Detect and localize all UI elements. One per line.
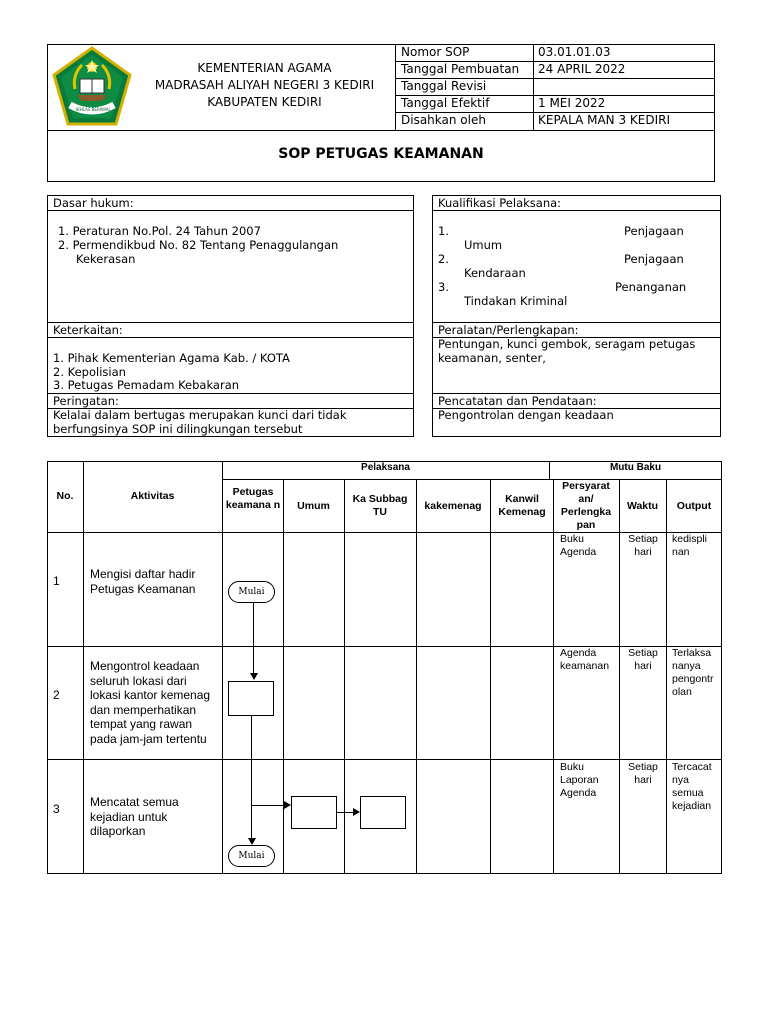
kualifikasi-cont1: Umum (464, 238, 503, 252)
kualifikasi-word3: Penanganan (615, 280, 687, 294)
kualifikasi-num3: 3. (438, 280, 449, 294)
keterkaitan-item1: 1. Pihak Kementerian Agama Kab. / KOTA (53, 351, 290, 365)
meta-label-efektif: Tanggal Efektif (401, 96, 490, 110)
flow-process-box-3 (360, 796, 406, 829)
arrow-right-2 (353, 808, 360, 816)
flow-connector-3 (252, 805, 284, 806)
col-kasubbag-header: Ka Subbag TU (352, 493, 408, 518)
row3-persyaratan: Buku Laporan Agenda (560, 761, 599, 799)
col-persyaratan-header: Persyarat an/ Perlengka pan (560, 480, 612, 531)
row3-no: 3 (53, 802, 60, 816)
kualifikasi-num2: 2. (438, 252, 449, 266)
meta-value-disahkan: KEPALA MAN 3 KEDIRI (538, 113, 671, 127)
arrow-down-2 (248, 838, 256, 845)
row2-persyaratan: Agenda keamanan (560, 647, 610, 672)
row2-no: 2 (53, 688, 60, 702)
col-no-header: No. (56, 490, 74, 502)
pencatatan-line1: Pengontrolan dengan keadaan (438, 408, 614, 422)
flow-end-label: Mulai (238, 851, 265, 861)
row1-aktivitas: Mengisi daftar hadir Petugas Keamanan (90, 567, 196, 596)
kemenag-logo-icon (50, 45, 134, 127)
keterkaitan-heading: Keterkaitan: (53, 323, 123, 337)
row2-aktivitas: Mengontrol keadaan seluruh lokasi dari lokasi kantor kemenag dan memperhatikan tempat yang rawan pada jam-jam tertentu (90, 659, 211, 746)
kualifikasi-heading: Kualifikasi Pelaksana: (438, 196, 562, 210)
keterkaitan-item2: 2. Kepolisian (53, 365, 126, 379)
dasar-hukum-item2-cont: Kekerasan (76, 252, 136, 266)
col-waktu-header: Waktu (626, 500, 659, 512)
row3-output: Tercacat nya semua kejadian (672, 761, 712, 812)
flow-connector-2 (251, 716, 252, 843)
peralatan-line1: Pentungan, kunci gembok, seragam petugas (438, 337, 696, 351)
row1-output: kedispli nan (672, 533, 708, 558)
row1-waktu: Setiap hari (628, 533, 658, 558)
row2-output: Terlaksa nanya pengontr olan (672, 647, 714, 698)
col-output-header: Output (676, 500, 712, 512)
dasar-hukum-item2: 2. Permendikbud No. 82 Tentang Penaggulangan (58, 238, 339, 252)
peringatan-line2: berfungsinya SOP ini dilingkungan tersebut (53, 422, 303, 436)
kualifikasi-word1: Penjagaan (624, 224, 684, 238)
flow-connector-1 (253, 603, 254, 677)
kualifikasi-cont3: Tindakan Kriminal (464, 294, 568, 308)
arrow-down-1 (250, 673, 258, 680)
org-line2: MADRASAH ALIYAH NEGERI 3 KEDIRI (154, 78, 375, 92)
flow-start-terminator (228, 581, 275, 603)
logo-motto: IKHLAS BERAMAL (76, 107, 111, 112)
keterkaitan-item3: 3. Petugas Pemadam Kebakaran (53, 378, 240, 392)
page-title: SOP PETUGAS KEAMANAN (278, 146, 484, 162)
peringatan-line1: Kelalai dalam bertugas merupakan kunci dari tidak (53, 408, 347, 422)
row3-waktu: Setiap hari (628, 761, 658, 786)
flow-end-terminator (228, 845, 275, 867)
meta-value-nomor: 03.01.01.03 (538, 45, 611, 59)
pencatatan-heading: Pencatatan dan Pendataan: (438, 394, 597, 408)
mutu-baku-header: Mutu Baku (609, 462, 662, 473)
peralatan-line2: keamanan, senter, (438, 351, 546, 365)
row3-aktivitas: Mencatat semua kejadian untuk dilaporkan (90, 795, 179, 838)
org-line3: KABUPATEN KEDIRI (207, 95, 322, 109)
meta-value-efektif: 1 MEI 2022 (538, 96, 606, 110)
meta-label-disahkan: Disahkan oleh (401, 113, 486, 127)
kualifikasi-cont2: Kendaraan (464, 266, 526, 280)
meta-label-nomor: Nomor SOP (401, 45, 470, 59)
flow-start-label: Mulai (238, 587, 265, 597)
col-petugas-header: Petugas keamana n (225, 486, 281, 511)
kualifikasi-num1: 1. (438, 224, 449, 238)
dasar-hukum-item1: 1. Peraturan No.Pol. 24 Tahun 2007 (58, 224, 261, 238)
flow-process-box-1 (228, 681, 274, 716)
kualifikasi-word2: Penjagaan (624, 252, 684, 266)
row1-no: 1 (53, 574, 60, 588)
peringatan-heading: Peringatan: (53, 394, 119, 408)
dasar-hukum-heading: Dasar hukum: (53, 196, 134, 210)
arrow-right-1 (284, 801, 291, 809)
flow-process-box-2 (291, 796, 337, 829)
col-umum-header: Umum (297, 500, 330, 512)
pelaksana-header: Pelaksana (361, 462, 410, 473)
col-kakemenag-header: kakemenag (424, 500, 482, 512)
col-aktivitas-header: Aktivitas (130, 490, 175, 502)
col-kanwil-header: Kanwil Kemenag (498, 493, 546, 518)
org-line1: KEMENTERIAN AGAMA (197, 61, 332, 75)
peralatan-heading: Peralatan/Perlengkapan: (438, 323, 579, 337)
row2-waktu: Setiap hari (628, 647, 658, 672)
meta-label-revisi: Tanggal Revisi (401, 79, 487, 93)
meta-label-pembuatan: Tanggal Pembuatan (401, 62, 520, 76)
meta-value-pembuatan: 24 APRIL 2022 (538, 62, 626, 76)
row1-persyaratan: Buku Agenda (560, 533, 597, 558)
flow-connector-4 (337, 812, 353, 813)
